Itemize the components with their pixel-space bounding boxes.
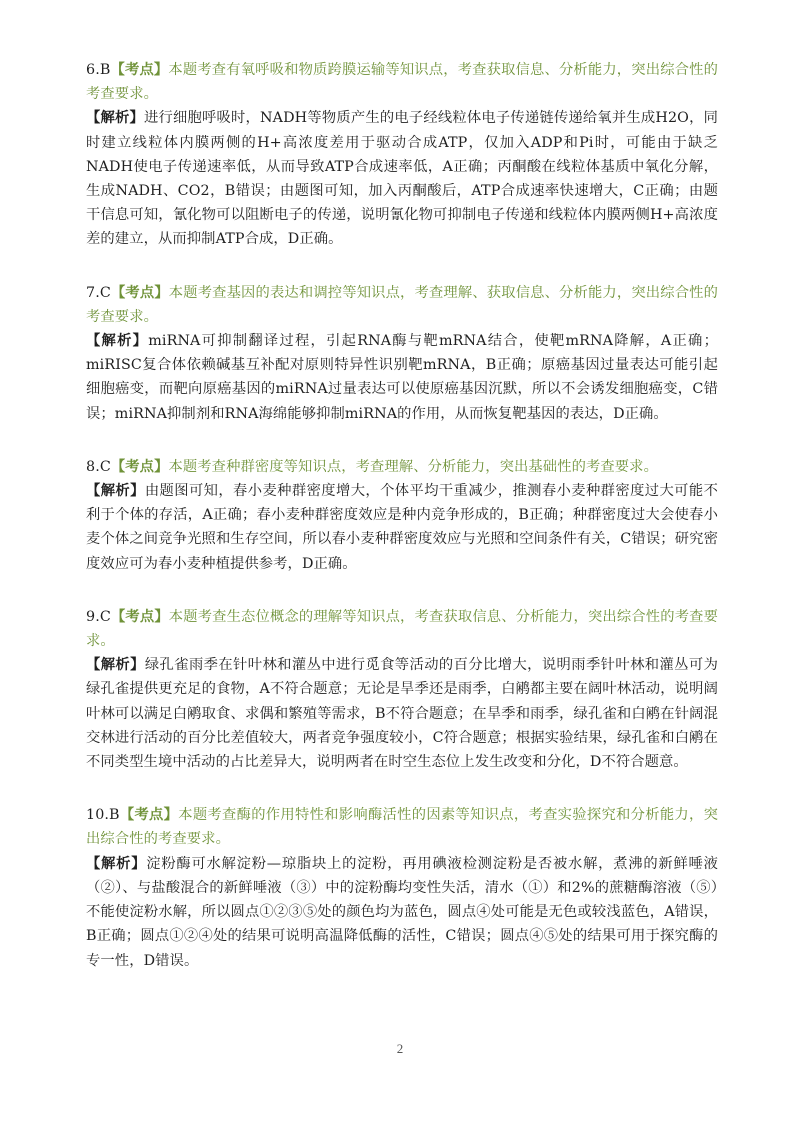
jiexi-paragraph bbox=[86, 329, 718, 426]
jiexi-tag: 【解析】 bbox=[86, 657, 145, 674]
kaodian-tag: 【考点】 bbox=[110, 458, 169, 475]
jiexi-tag: 【解析】 bbox=[86, 483, 145, 500]
kaodian-text: 本题考查有氧呼吸和物质跨膜运输等知识点，考查获取信息、分析能力，突出综合性的考查要求。 bbox=[86, 62, 719, 103]
kaodian-tag: 【考点】 bbox=[110, 284, 169, 301]
question-number: 9.C bbox=[86, 608, 111, 625]
kaodian-line bbox=[86, 605, 718, 653]
kaodian-tag: 【考点】 bbox=[110, 608, 169, 625]
question-number: 10.B bbox=[86, 807, 120, 824]
jiexi-text: 淀粉酶可水解淀粉—琼脂块上的淀粉，再用碘液检测淀粉是否被水解，煮沸的新鲜唾液（②）、与盐酸混合的新鲜唾液（③）中的淀粉酶均变性失活，清水（①）和2%的蔗糖酶溶液（⑤）不能使淀粉水解，所以圆点①②③⑤处的颜色均为蓝色，圆点④处可能是无色或较浅蓝色，A错误，B正确；圆点①②④处的结果可说明高温降低酶的活性，C错误；圆点④⑤处的结果可用于探究酶的专一性，D错误。 bbox=[86, 855, 719, 969]
jiexi-tag: 【解析】 bbox=[86, 333, 149, 350]
answer-item-8 bbox=[86, 455, 718, 576]
jiexi-tag: 【解析】 bbox=[86, 110, 145, 127]
kaodian-line bbox=[86, 58, 718, 106]
kaodian-text: 本题考查酶的作用特性和影响酶活性的因素等知识点，考查实验探究和分析能力，突出综合性的考查要求。 bbox=[86, 807, 718, 848]
kaodian-line bbox=[86, 803, 718, 851]
question-number: 6.B bbox=[86, 62, 111, 78]
jiexi-text: miRNA可抑制翻译过程，引起RNA酶与靶mRNA结合，使靶mRNA降解，A正确；miRISC复合体依赖碱基互补配对原则特异性识别靶mRNA，B正确；原癌基因过量表达可能引起细胞癌变，而靶向原癌基因的miRNA过量表达可以使原癌基因沉默，所以不会诱发细胞癌变，C错误；miRNA抑制剂和RNA海绵能够抑制miRNA的作用，从而恢复靶基因的表达，D正确。 bbox=[86, 333, 719, 422]
answer-item-7 bbox=[86, 281, 718, 426]
jiexi-text: 绿孔雀雨季在针叶林和灌丛中进行觅食等活动的百分比增大，说明雨季针叶林和灌丛可为绿孔雀提供更充足的食物，A不符合题意；无论是旱季还是雨季，白鹇都主要在阔叶林活动，说明阔叶林可以满足白鹇取食、求偶和繁殖等需求，B不符合题意；在旱季和雨季，绿孔雀和白鹇在针阔混交林进行活动的百分比差值较大，两者竞争强度较小，C符合题意；根据实验结果，绿孔雀和白鹇在不同类型生境中活动的占比差异大，说明两者在时空生态位上发生改变和分化，D不符合题意。 bbox=[86, 657, 718, 771]
jiexi-tag: 【解析】 bbox=[86, 855, 147, 872]
answer-item-9 bbox=[86, 605, 718, 774]
question-number: 7.C bbox=[86, 284, 111, 301]
kaodian-text: 本题考查基因的表达和调控等知识点，考查理解、获取信息、分析能力，突出综合性的考查要求。 bbox=[86, 284, 719, 325]
kaodian-tag: 【考点】 bbox=[110, 62, 169, 78]
kaodian-tag: 【考点】 bbox=[119, 807, 179, 824]
answer-item-10 bbox=[86, 803, 718, 972]
jiexi-paragraph bbox=[86, 106, 718, 251]
jiexi-text: 进行细胞呼吸时，NADH等物质产生的电子经线粒体电子传递链传递给氧并生成H2O，同时建立线粒体内膜两侧的H+高浓度差用于驱动合成ATP，仅加入ADP和Pi时，可能由于缺乏NADH使电子传递速率低，从而导致ATP合成速率低，A正确；丙酮酸在线粒体基质中氧化分解，生成NADH、CO2，B错误；由题图可知，加入丙酮酸后，ATP合成速率快速增大，C正确；由题干信息可知，氰化物可以阻断电子的传递，说明氰化物可抑制电子传递和线粒体内膜两侧H+高浓度差的建立，从而抑制ATP合成，D正确。 bbox=[86, 110, 718, 248]
kaodian-line bbox=[86, 455, 718, 479]
jiexi-paragraph bbox=[86, 852, 718, 973]
jiexi-text: 由题图可知，春小麦种群密度增大，个体平均干重减少，推测春小麦种群密度过大可能不利于个体的存活，A正确；春小麦种群密度效应是种内竞争形成的，B正确；种群密度过大会使春小麦个体之间竞争光照和生存空间，所以春小麦种群密度效应与光照和空间条件有关，C错误；研究密度效应可为春小麦种植提供参考，D正确。 bbox=[86, 483, 718, 572]
kaodian-text: 本题考查生态位概念的理解等知识点，考查获取信息、分析能力，突出综合性的考查要求。 bbox=[86, 608, 719, 650]
kaodian-line bbox=[86, 281, 718, 329]
question-number: 8.C bbox=[86, 458, 111, 475]
answer-item-6 bbox=[86, 58, 718, 252]
kaodian-text: 本题考查种群密度等知识点，考查理解、分析能力，突出基础性的考查要求。 bbox=[168, 458, 658, 475]
answer-list bbox=[86, 58, 718, 1002]
jiexi-paragraph bbox=[86, 653, 718, 774]
jiexi-paragraph bbox=[86, 479, 718, 576]
page-number: 2 bbox=[396, 1041, 404, 1056]
